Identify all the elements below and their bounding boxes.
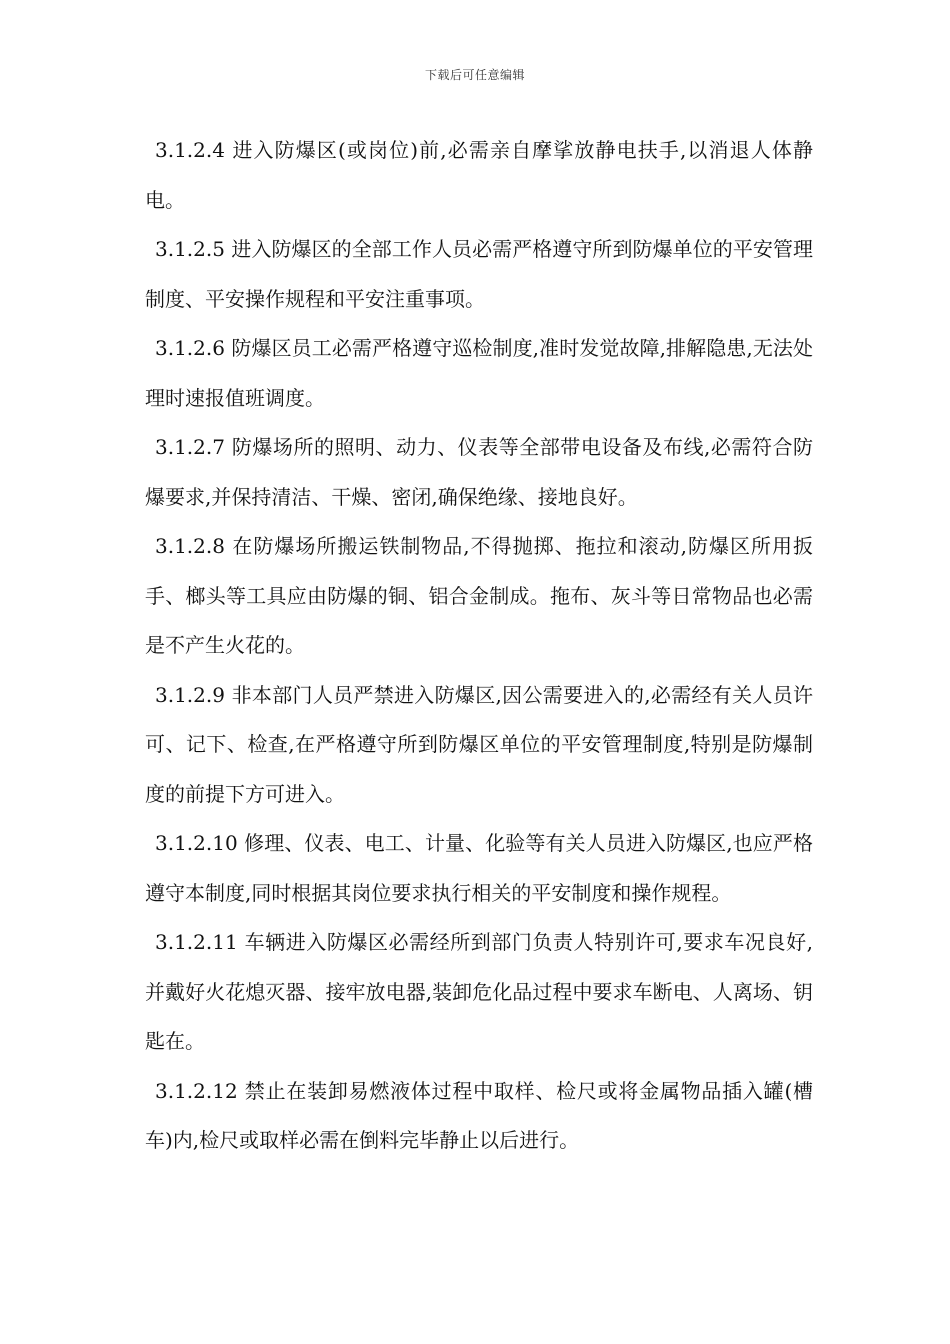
page-header: 下载后可任意编辑 (424, 68, 525, 82)
paragraph-3-1-2-8: 3.1.2.8 在防爆场所搬运铁制物品,不得抛掷、拖拉和滚动,防爆区所用扳手、榔头等工具应由防爆的铜、铝合金制成。拖布、灰斗等日常物品也必需是不产生火花的。 (145, 534, 813, 657)
paragraph-3-1-2-12: 3.1.2.12 禁止在装卸易燃液体过程中取样、检尺或将金属物品插入罐(槽车)内,检尺或取样必需在倒料完毕静止以后进行。 (145, 1078, 813, 1152)
paragraph-3-1-2-11: 3.1.2.11 车辆进入防爆区必需经所到部门负责人特别许可,要求车况良好,并戴好火花熄灭器、接牢放电器,装卸危化品过程中要求车断电、人离场、钥匙在。 (145, 930, 813, 1053)
paragraph-3-1-2-10: 3.1.2.10 修理、仪表、电工、计量、化验等有关人员进入防爆区,也应严格遵守本制度,同时根据其岗位要求执行相关的平安制度和操作规程。 (145, 831, 813, 905)
paragraph-3-1-2-4: 3.1.2.4 进入防爆区(或岗位)前,必需亲自摩挲放静电扶手,以消退人体静电。 (145, 138, 813, 212)
paragraph-3-1-2-6: 3.1.2.6 防爆区员工必需严格遵守巡检制度,准时发觉故障,排解隐患,无法处理时速报值班调度。 (145, 336, 813, 410)
paragraph-3-1-2-7: 3.1.2.7 防爆场所的照明、动力、仪表等全部带电设备及布线,必需符合防爆要求,并保持清洁、干燥、密闭,确保绝缘、接地良好。 (145, 435, 813, 509)
paragraph-3-1-2-5: 3.1.2.5 进入防爆区的全部工作人员必需严格遵守所到防爆单位的平安管理制度、平安操作规程和平安注重事项。 (145, 237, 813, 311)
paragraph-3-1-2-9: 3.1.2.9 非本部门人员严禁进入防爆区,因公需要进入的,必需经有关人员许可、记下、检查,在严格遵守所到防爆区单位的平安管理制度,特别是防爆制度的前提下方可进入。 (145, 682, 813, 806)
document-body (145, 126, 813, 1166)
